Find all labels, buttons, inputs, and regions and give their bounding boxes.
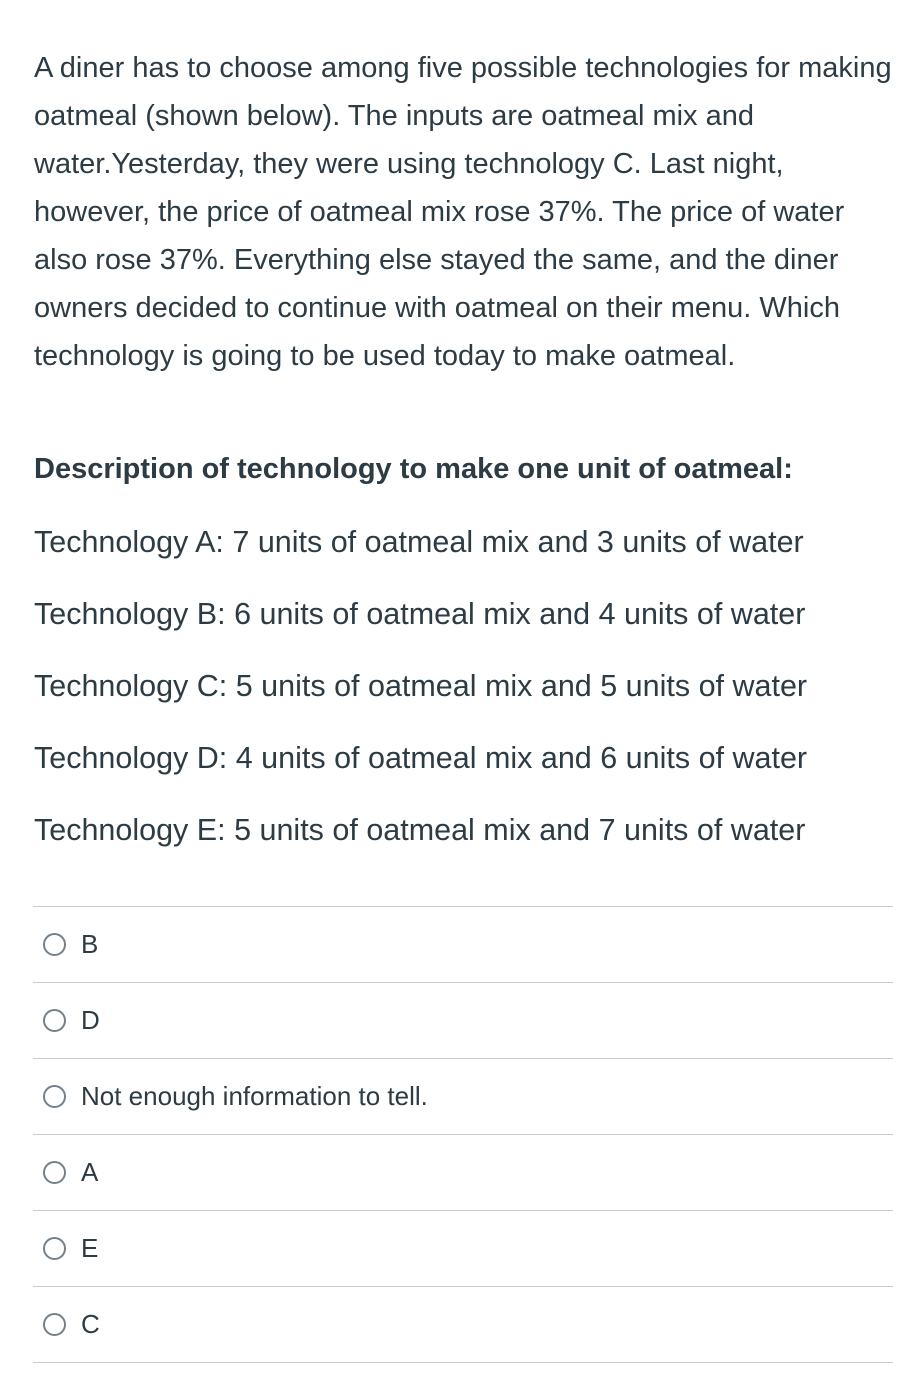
- technology-a-line: Technology A: 7 units of oatmeal mix and 3 units of water: [34, 525, 804, 559]
- radio-button[interactable]: [43, 1085, 66, 1108]
- radio-button[interactable]: [43, 933, 66, 956]
- radio-button[interactable]: [43, 1237, 66, 1260]
- radio-button[interactable]: [43, 1313, 66, 1336]
- answer-label: Not enough information to tell.: [81, 1081, 428, 1111]
- technology-e-line: Technology E: 5 units of oatmeal mix and 7 units of water: [34, 813, 806, 847]
- answer-label: D: [81, 1005, 100, 1035]
- answer-option-a[interactable]: [33, 1135, 893, 1211]
- answer-option-e[interactable]: [33, 1211, 893, 1287]
- answer-option-not-enough-info[interactable]: [33, 1059, 893, 1135]
- radio-button[interactable]: [43, 1009, 66, 1032]
- answer-option-c[interactable]: [33, 1287, 893, 1363]
- technology-d-line: Technology D: 4 units of oatmeal mix and 6 units of water: [34, 741, 808, 775]
- answer-option-b[interactable]: [33, 907, 893, 983]
- question-block: [34, 44, 896, 847]
- technology-b-line: Technology B: 6 units of oatmeal mix and 4 units of water: [34, 597, 806, 631]
- technology-c-line: Technology C: 5 units of oatmeal mix and 5 units of water: [34, 669, 808, 703]
- question-prompt: A diner has to choose among five possible technologies for making oatmeal (shown below). The inputs are oatmeal mix and water.Yesterday, they were using technology C. Last night, however, the price of oatmeal mix rose 37%. The price of water also rose 37%. Everything else stayed the same, and the diner owners decided to continue with oatmeal on their menu. Which technology is going to be used today to make oatmeal.: [34, 52, 892, 372]
- technology-heading: Description of technology to make one unit of oatmeal:: [34, 453, 793, 485]
- radio-button[interactable]: [43, 1161, 66, 1184]
- answer-label: C: [81, 1309, 100, 1339]
- answer-label: A: [81, 1157, 99, 1187]
- answer-label: E: [81, 1233, 99, 1263]
- answer-label: B: [81, 929, 99, 959]
- answer-option-d[interactable]: [33, 983, 893, 1059]
- answer-list: [33, 906, 893, 1363]
